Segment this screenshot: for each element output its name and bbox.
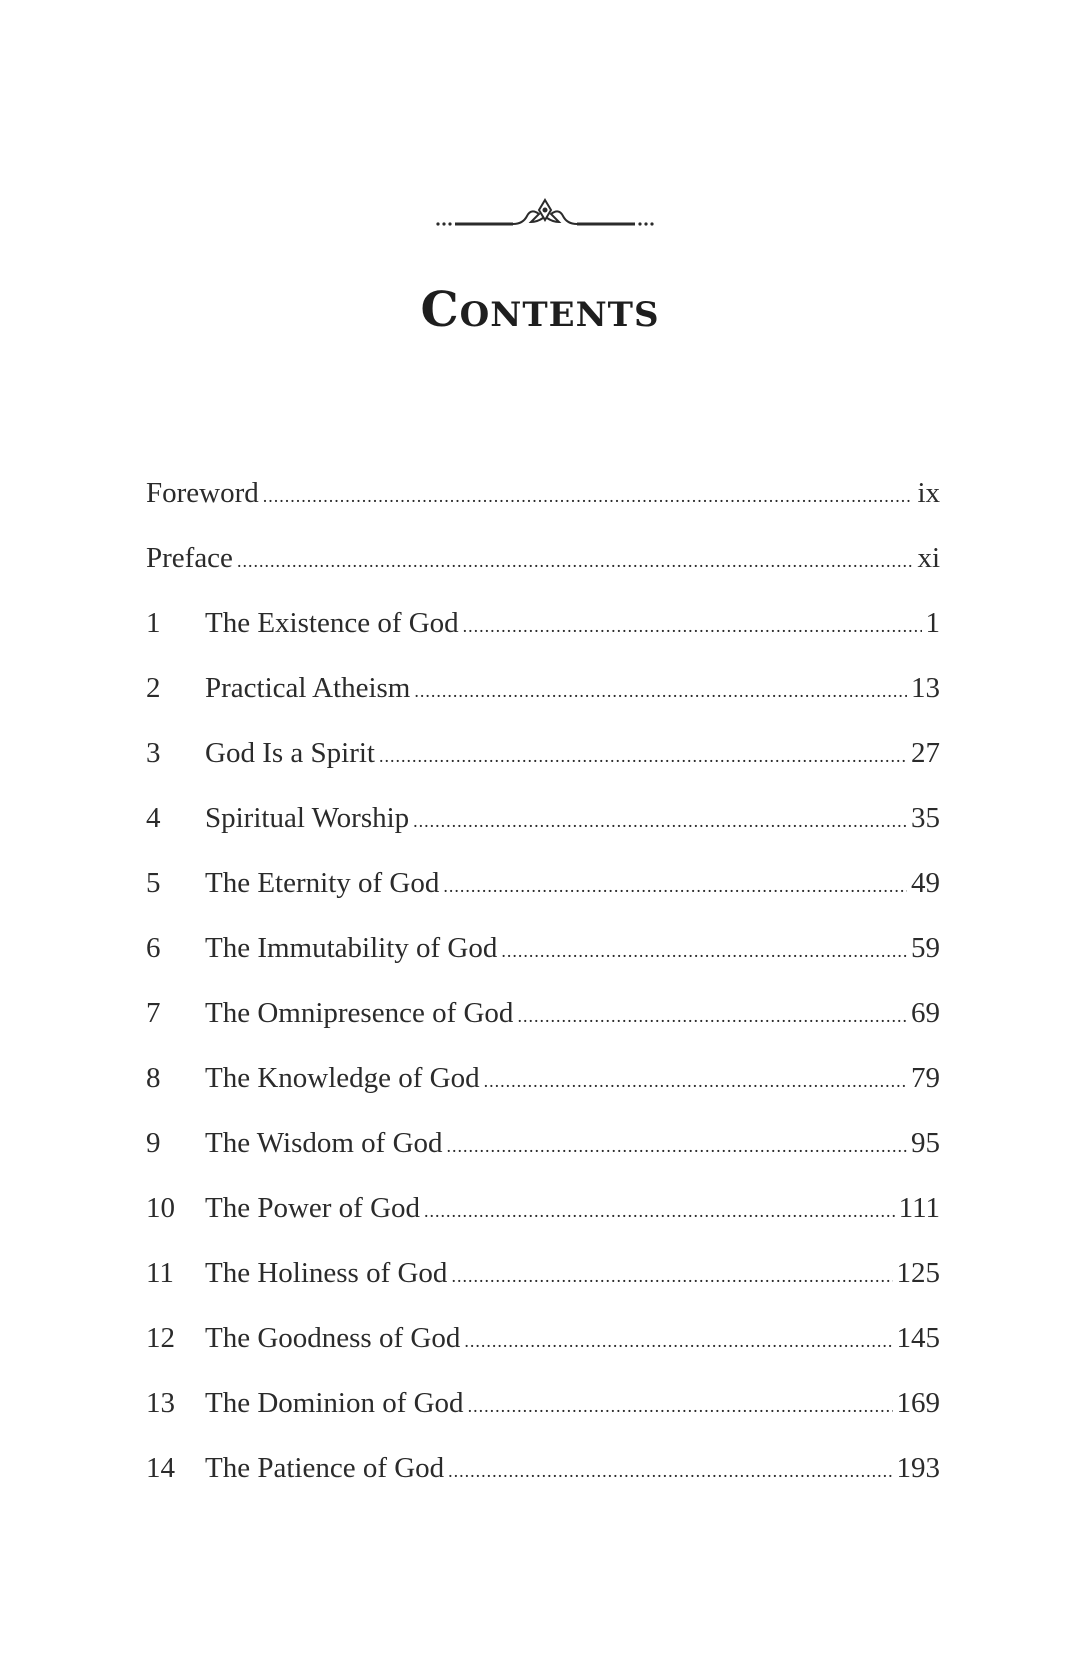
toc-leader-dots: [379, 736, 907, 776]
toc-leader-dots: [464, 1321, 892, 1361]
toc-page-number: 13: [911, 672, 940, 704]
toc-chapter-number: 11: [146, 1257, 174, 1289]
toc-row-chapter-10[interactable]: [146, 1188, 940, 1253]
toc-row-chapter-13[interactable]: [146, 1383, 940, 1448]
toc-label: The Goodness of God: [205, 1322, 461, 1354]
toc-leader-dots: [414, 671, 907, 711]
toc-chapter-number: 14: [146, 1452, 175, 1484]
toc-label: Spiritual Worship: [205, 802, 410, 834]
toc-row-chapter-5[interactable]: [146, 863, 940, 928]
toc-leader-dots: [413, 801, 907, 841]
toc-label: The Omnipresence of God: [205, 997, 514, 1029]
page-title: Contents: [420, 282, 660, 338]
toc-row-preface[interactable]: [146, 538, 940, 603]
toc-leader-dots: [451, 1256, 892, 1296]
toc-row-chapter-8[interactable]: [146, 1058, 940, 1123]
toc-label: The Power of God: [205, 1192, 421, 1224]
toc-chapter-number: 2: [146, 672, 161, 704]
toc-chapter-number: 4: [146, 802, 161, 834]
toc-page-number: 49: [911, 867, 940, 899]
toc-label: The Eternity of God: [205, 867, 440, 899]
toc-page-number: xi: [917, 542, 940, 574]
toc-page-number: 111: [898, 1192, 940, 1224]
toc-leader-dots: [424, 1191, 895, 1231]
toc-row-chapter-1[interactable]: [146, 603, 940, 668]
toc-page-number: 59: [911, 932, 940, 964]
toc-leader-dots: [443, 866, 907, 906]
toc-label: The Immutability of God: [205, 932, 498, 964]
toc-leader-dots: [468, 1386, 893, 1426]
toc-page-number: ix: [917, 477, 940, 509]
toc-row-foreword[interactable]: [146, 473, 940, 538]
toc-leader-dots: [517, 996, 907, 1036]
toc-chapter-number: 1: [146, 607, 161, 639]
toc-page-number: 1: [925, 607, 940, 639]
toc-page-number: 79: [911, 1062, 940, 1094]
toc-label: The Knowledge of God: [205, 1062, 480, 1094]
toc-leader-dots: [463, 606, 922, 646]
toc-chapter-number: 9: [146, 1127, 161, 1159]
toc-label: The Dominion of God: [205, 1387, 464, 1419]
toc-leader-dots: [263, 476, 914, 516]
toc-leader-dots: [448, 1451, 892, 1491]
toc-page-number: 95: [911, 1127, 940, 1159]
toc-label: God Is a Spirit: [205, 737, 375, 769]
toc-page-number: 169: [896, 1387, 940, 1419]
toc-chapter-number: 13: [146, 1387, 175, 1419]
toc-row-chapter-14[interactable]: [146, 1448, 940, 1513]
toc-row-chapter-9[interactable]: [146, 1123, 940, 1188]
toc-row-chapter-6[interactable]: [146, 928, 940, 993]
toc-chapter-number: 3: [146, 737, 161, 769]
toc-label: The Holiness of God: [205, 1257, 448, 1289]
toc-chapter-number: 5: [146, 867, 161, 899]
toc-row-chapter-12[interactable]: [146, 1318, 940, 1383]
toc-leader-dots: [447, 1126, 907, 1166]
table-of-contents: [146, 473, 940, 1513]
toc-row-chapter-7[interactable]: [146, 993, 940, 1058]
toc-chapter-number: 10: [146, 1192, 175, 1224]
toc-label: Foreword: [146, 477, 259, 509]
toc-page-number: 69: [911, 997, 940, 1029]
toc-label: Practical Atheism: [205, 672, 411, 704]
toc-label: The Wisdom of God: [205, 1127, 443, 1159]
toc-page-number: 27: [911, 737, 940, 769]
toc-label: The Patience of God: [205, 1452, 445, 1484]
toc-page-number: 35: [911, 802, 940, 834]
toc-page-number: 193: [896, 1452, 940, 1484]
toc-label: The Existence of God: [205, 607, 459, 639]
decorative-flourish-icon: [435, 192, 655, 232]
toc-leader-dots: [484, 1061, 907, 1101]
toc-row-chapter-2[interactable]: [146, 668, 940, 733]
toc-leader-dots: [501, 931, 907, 971]
toc-chapter-number: 6: [146, 932, 161, 964]
toc-chapter-number: 12: [146, 1322, 175, 1354]
toc-label: Preface: [146, 542, 233, 574]
toc-row-chapter-4[interactable]: [146, 798, 940, 863]
toc-row-chapter-11[interactable]: [146, 1253, 940, 1318]
toc-chapter-number: 8: [146, 1062, 161, 1094]
toc-leader-dots: [237, 541, 914, 581]
toc-chapter-number: 7: [146, 997, 161, 1029]
toc-page-number: 145: [896, 1322, 940, 1354]
toc-row-chapter-3[interactable]: [146, 733, 940, 798]
toc-page-number: 125: [896, 1257, 940, 1289]
